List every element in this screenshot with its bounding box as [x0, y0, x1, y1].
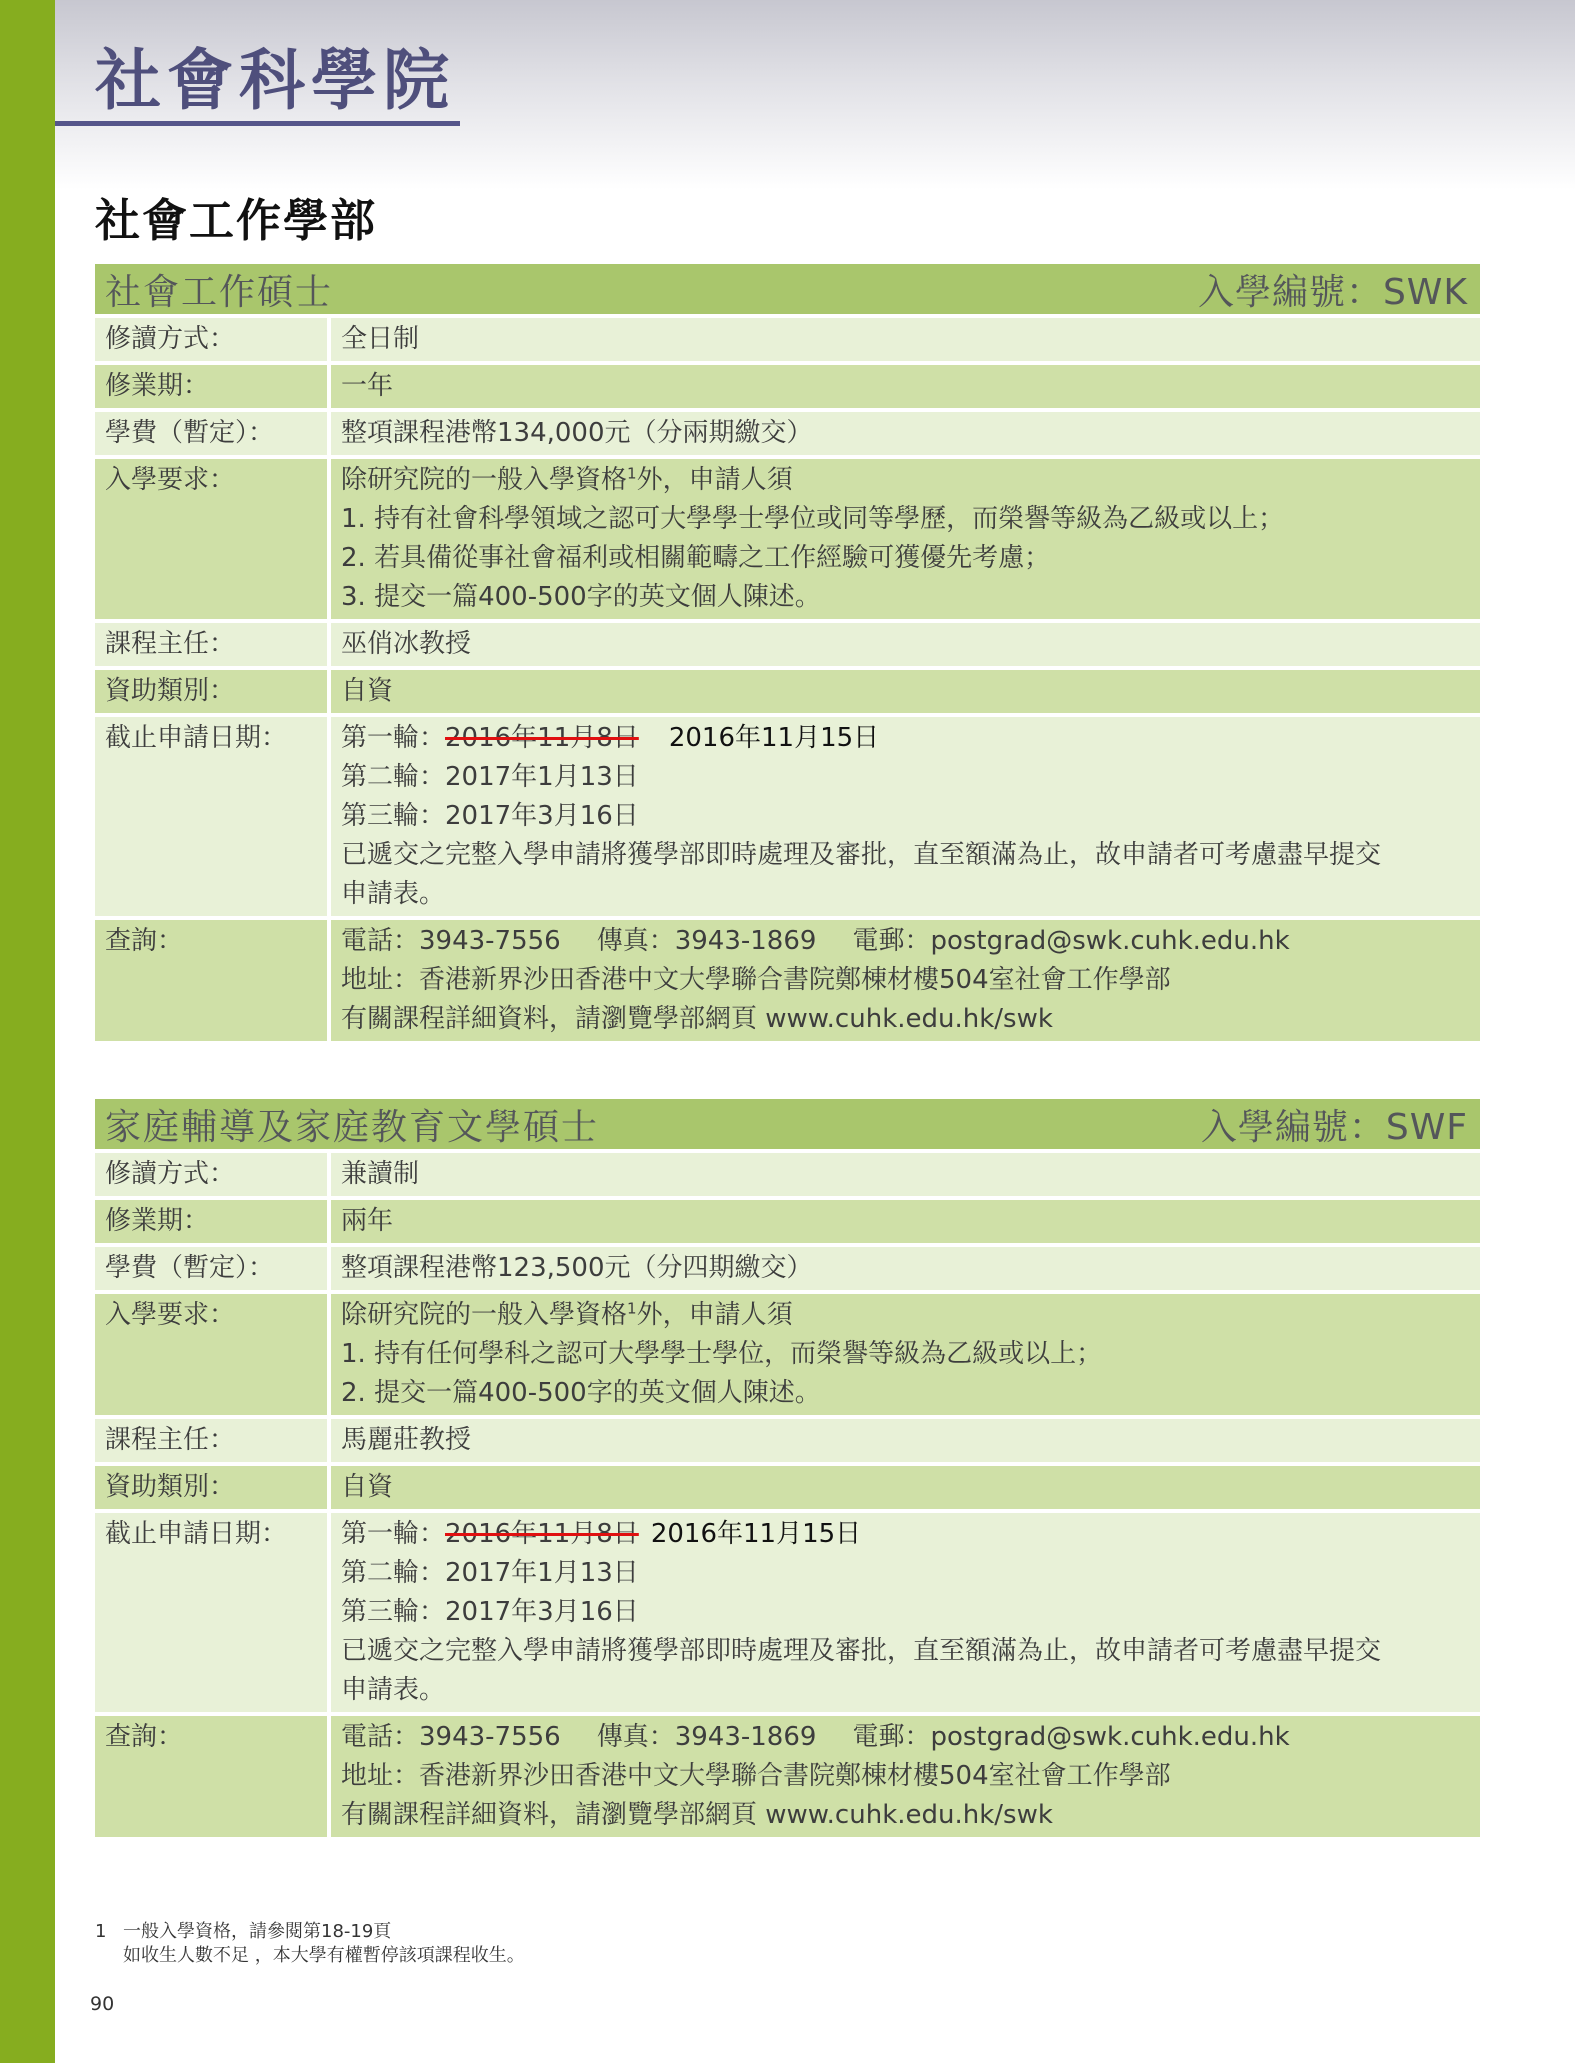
row-value: [327, 459, 1480, 619]
row-duration: [95, 365, 1480, 408]
requirement-intro: [341, 461, 1470, 500]
row-value: 整項課程港幣134,000元（分兩期繳交）: [327, 412, 1480, 455]
requirement-item: 2. 提交一篇400-500字的英文個人陳述。: [341, 1378, 821, 1408]
phone-number: 電話：3943-7556: [341, 1722, 561, 1752]
program-name: 家庭輔導及家庭教育文學碩士: [105, 1106, 600, 1148]
row-label: 查詢：: [105, 926, 184, 956]
deadline-round-2: 第二輪：2017年1月13日: [341, 762, 639, 792]
row-enquiry: [95, 1716, 1480, 1837]
requirement-item: 2. 若具備從事社會福利或相關範疇之工作經驗可獲優先考慮；: [341, 543, 1051, 573]
deadline-note: 申請表。: [341, 1675, 446, 1705]
row-label: 課程主任：: [105, 1425, 236, 1455]
row-duration: [95, 1200, 1480, 1243]
footnote-reference: 1: [627, 1299, 637, 1318]
row-study-mode: [95, 1153, 1480, 1196]
requirement-intro: [341, 1296, 1470, 1335]
program-name: 社會工作碩士: [105, 271, 334, 313]
row-label: 查詢：: [105, 1722, 184, 1752]
round-1-prefix: 第一輪：: [341, 723, 446, 753]
row-application-deadline: [95, 1513, 1480, 1712]
requirement-intro-text: 除研究院的一般入學資格: [341, 1300, 628, 1330]
row-label: 學費（暫定）：: [105, 418, 275, 448]
deadline-note: 申請表。: [341, 879, 446, 909]
deadline-round-3: 第三輪：2017年3月16日: [341, 801, 639, 831]
deadline-round-2: 第二輪：2017年1月13日: [341, 1558, 639, 1588]
program-header: [95, 1099, 1480, 1149]
page-number: 90: [90, 1993, 115, 2015]
address: 地址：香港新界沙田香港中文大學聯合書院鄭棟材樓504室社會工作學部: [341, 965, 1171, 995]
left-accent-bar: [0, 0, 55, 2063]
department-title: 社會工作學部: [95, 194, 378, 247]
email-address[interactable]: 電郵：postgrad@swk.cuhk.edu.hk: [852, 1722, 1290, 1752]
row-value: 兼讀制: [327, 1153, 1480, 1196]
row-label: 截止申請日期：: [105, 723, 288, 753]
row-programme-director: [95, 623, 1480, 666]
row-value: [327, 1294, 1480, 1415]
row-label: 資助類別：: [105, 676, 236, 706]
row-admission-requirements: [95, 459, 1480, 619]
fax-number: 傳真：3943-1869: [596, 1722, 817, 1752]
footnote-reference: 1: [627, 464, 637, 483]
row-label: 截止申請日期：: [105, 1519, 288, 1549]
row-value: 一年: [327, 365, 1480, 408]
row-value: [327, 1716, 1480, 1837]
deadline-round-1: [341, 719, 1470, 758]
row-value: 全日制: [327, 318, 1480, 361]
row-label: 資助類別：: [105, 1472, 236, 1502]
footnote-number: 1: [95, 1921, 107, 1942]
row-tuition-fee: [95, 1247, 1480, 1290]
row-programme-director: [95, 1419, 1480, 1462]
row-funding-type: [95, 670, 1480, 713]
requirement-item: 3. 提交一篇400-500字的英文個人陳述。: [341, 582, 821, 612]
requirement-item: 1. 持有社會科學領域之認可大學學士學位或同等學歷，而榮譽等級為乙級或以上；: [341, 504, 1285, 534]
program-code: 入學編號：SWF: [1200, 1106, 1468, 1148]
row-value: 馬麗莊教授: [327, 1419, 1480, 1462]
deadline-note: 已遞交之完整入學申請將獲學部即時處理及審批，直至額滿為止，故申請者可考慮盡早提交: [341, 840, 1382, 870]
row-value: [327, 920, 1480, 1041]
row-value: 整項課程港幣123,500元（分四期繳交）: [327, 1247, 1480, 1290]
program-table-swf: [95, 1099, 1480, 1837]
deadline-round-1: [341, 1515, 1470, 1554]
faculty-title: 社會科學院: [95, 42, 455, 119]
program-code: 入學編號：SWK: [1197, 271, 1468, 313]
row-value: [327, 1513, 1480, 1712]
row-enquiry: [95, 920, 1480, 1041]
requirement-intro-text: 除研究院的一般入學資格: [341, 465, 628, 495]
row-funding-type: [95, 1466, 1480, 1509]
requirement-intro-tail: 外，申請人須: [636, 465, 793, 495]
row-value: 兩年: [327, 1200, 1480, 1243]
phone-number: 電話：3943-7556: [341, 926, 561, 956]
row-study-mode: [95, 318, 1480, 361]
faculty-title-underline: [55, 121, 460, 126]
row-label: 修業期：: [105, 371, 210, 401]
row-label: 修讀方式：: [105, 324, 236, 354]
row-label: 修業期：: [105, 1206, 210, 1236]
website-link[interactable]: 有關課程詳細資料，請瀏覽學部網頁 www.cuhk.edu.hk/swk: [341, 1004, 1053, 1034]
program-header: [95, 264, 1480, 314]
footnote-text: 一般入學資格，請參閱第18-19頁: [123, 1921, 392, 1942]
row-label: 學費（暫定）：: [105, 1253, 275, 1283]
requirement-intro-tail: 外，申請人須: [636, 1300, 793, 1330]
row-application-deadline: [95, 717, 1480, 916]
deadline-note: 已遞交之完整入學申請將獲學部即時處理及審批，直至額滿為止，故申請者可考慮盡早提交: [341, 1636, 1382, 1666]
old-deadline: 2016年11月8日: [445, 1519, 639, 1549]
new-deadline: 2016年11月15日: [668, 723, 880, 753]
row-label: 入學要求：: [105, 465, 236, 495]
footnote-line: [95, 1920, 525, 1944]
new-deadline: 2016年11月15日: [650, 1519, 862, 1549]
contact-line: [341, 1718, 1470, 1757]
row-value: 自資: [327, 1466, 1480, 1509]
program-table-swk: [95, 264, 1480, 1041]
deadline-round-3: 第三輪：2017年3月16日: [341, 1597, 639, 1627]
row-label: 修讀方式：: [105, 1159, 236, 1189]
contact-line: [341, 922, 1470, 961]
requirement-item: 1. 持有任何學科之認可大學學士學位，而榮譽等級為乙級或以上；: [341, 1339, 1103, 1369]
row-value: 自資: [327, 670, 1480, 713]
email-address[interactable]: 電郵：postgrad@swk.cuhk.edu.hk: [852, 926, 1290, 956]
row-label: 入學要求：: [105, 1300, 236, 1330]
footnote-line: 如收生人數不足 ，本大學有權暫停該項課程收生。: [123, 1945, 525, 1966]
row-admission-requirements: [95, 1294, 1480, 1415]
row-value: 巫俏冰教授: [327, 623, 1480, 666]
round-1-prefix: 第一輪：: [341, 1519, 446, 1549]
row-label: 課程主任：: [105, 629, 236, 659]
row-tuition-fee: [95, 412, 1480, 455]
row-value: [327, 717, 1480, 916]
old-deadline: 2016年11月8日: [445, 723, 639, 753]
website-link[interactable]: 有關課程詳細資料，請瀏覽學部網頁 www.cuhk.edu.hk/swk: [341, 1800, 1053, 1830]
fax-number: 傳真：3943-1869: [596, 926, 817, 956]
address: 地址：香港新界沙田香港中文大學聯合書院鄭棟材樓504室社會工作學部: [341, 1761, 1171, 1791]
footnote: [95, 1920, 525, 1968]
